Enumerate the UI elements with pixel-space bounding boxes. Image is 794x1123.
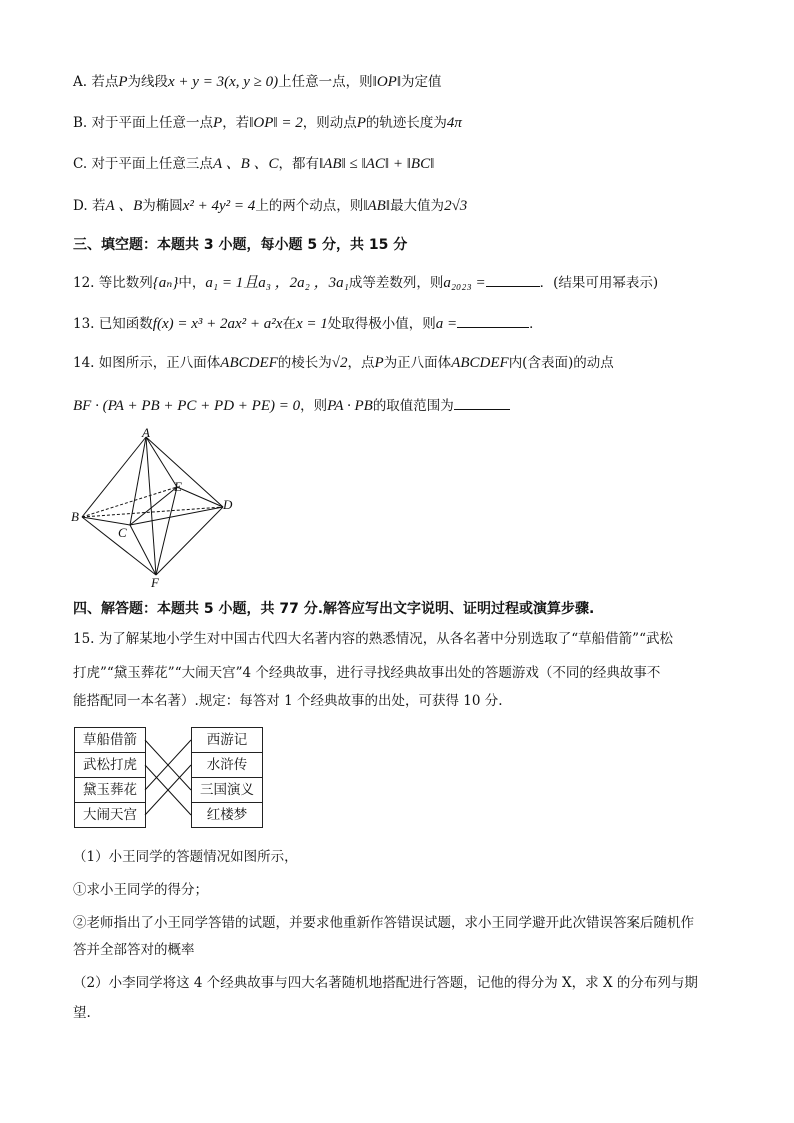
answer-blank[interactable] — [457, 313, 529, 328]
question-15-line-3: 能搭配同一本名著）.规定：每答对 1 个经典故事的出处，可获得 10 分. — [73, 693, 503, 709]
option-c: C. 对于平面上任意三点A 、B 、C，都有‖AB‖ ≤ ‖AC‖ + ‖BC‖ — [73, 156, 435, 172]
edge-bc — [82, 517, 130, 525]
edge-ae — [146, 437, 177, 487]
answer-blank[interactable] — [486, 272, 540, 287]
question-15-part-2-line-2: 望. — [73, 1005, 91, 1021]
label-e: E — [174, 479, 182, 494]
octahedron-figure — [70, 425, 240, 590]
section-3-heading: 三、填空题：本题共 3 小题，每小题 5 分，共 15 分 — [73, 237, 408, 253]
edge-ce — [130, 487, 177, 525]
edge-be — [82, 487, 177, 517]
option-b: B. 对于平面上任意一点P，若‖OP‖ = 2，则动点P的轨迹长度为4π — [73, 115, 462, 131]
question-14-line-1: 14. 如图所示，正八面体ABCDEF的棱长为√2，点P为正八面体ABCDEF内(含表面)的动点 — [73, 355, 614, 371]
book-box: 三国演义 — [191, 777, 263, 803]
book-box: 西游记 — [191, 727, 263, 753]
question-12: 12. 等比数列{aₙ}中，a₁ = 1且a₃ ，2a₂ ，3a₁成等差数列，则a₂₀₂₃ = ．(结果可用幂表示) — [73, 272, 658, 292]
option-a: A. 若点P为线段x + y = 3(x, y ≥ 0)上任意一点，则‖OP‖为定值 — [73, 74, 442, 90]
edge-bd — [82, 507, 223, 517]
question-15-part-1b-line-1: ②老师指出了小王同学答错的试题，并要求他重新作答错误试题，求小王同学避开此次错误答案后随机作 — [73, 915, 694, 931]
story-box: 黛玉葬花 — [74, 777, 146, 803]
question-13: 13. 已知函数f(x) = x³ + 2ax² + a²x在x = 1处取得极小值，则a = ． — [73, 313, 543, 333]
story-box: 武松打虎 — [74, 752, 146, 778]
label-b: B — [71, 509, 79, 524]
edge-ed — [177, 487, 223, 507]
story-box: 草船借箭 — [74, 727, 146, 753]
book-box: 水浒传 — [191, 752, 263, 778]
label-a: A — [142, 425, 150, 440]
edge-af — [146, 437, 156, 575]
answer-blank[interactable] — [454, 395, 510, 410]
edge-cd — [130, 507, 223, 525]
edge-ef — [156, 487, 177, 575]
question-15-part-1b-line-2: 答并全部答对的概率 — [73, 942, 195, 958]
question-15-part-1a: ①求小王同学的得分； — [73, 882, 208, 898]
question-14-line-2: BF · (PA + PB + PC + PD + PE) = 0，则PA · PB的取值范围为 — [73, 395, 510, 415]
edge-ad — [146, 437, 223, 507]
option-d: D. 若A 、B为椭圆x² + 4y² = 4上的两个动点，则‖AB‖最大值为2√3 — [73, 198, 468, 214]
question-15-line-2: 打虎”“黛玉葬花”“大闹天宫”4 个经典故事，进行寻找经典故事出处的答题游戏（不同的经典故事不 — [73, 665, 661, 681]
label-f: F — [151, 575, 159, 590]
matching-lines — [144, 727, 192, 829]
edge-df — [156, 507, 223, 575]
edge-cf — [130, 525, 156, 575]
label-c: C — [118, 525, 127, 540]
question-15-line-1: 15. 为了解某地小学生对中国古代四大名著内容的熟悉情况，从各名著中分别选取了“草船借箭”“武松 — [73, 631, 673, 647]
question-15-part-2-line-1: （2）小李同学将这 4 个经典故事与四大名著随机地搭配进行答题，记他的得分为 X，求 X 的分布列与期 — [73, 975, 698, 991]
book-box: 红楼梦 — [191, 802, 263, 828]
edge-ac — [130, 437, 146, 525]
section-4-heading: 四、解答题：本题共 5 小题，共 77 分.解答应写出文字说明、证明过程或演算步骤. — [73, 601, 595, 617]
label-d: D — [223, 497, 233, 512]
story-box: 大闹天宫 — [74, 802, 146, 828]
edge-ab — [82, 437, 146, 517]
question-15-part-1: （1）小王同学的答题情况如图所示， — [73, 849, 298, 865]
